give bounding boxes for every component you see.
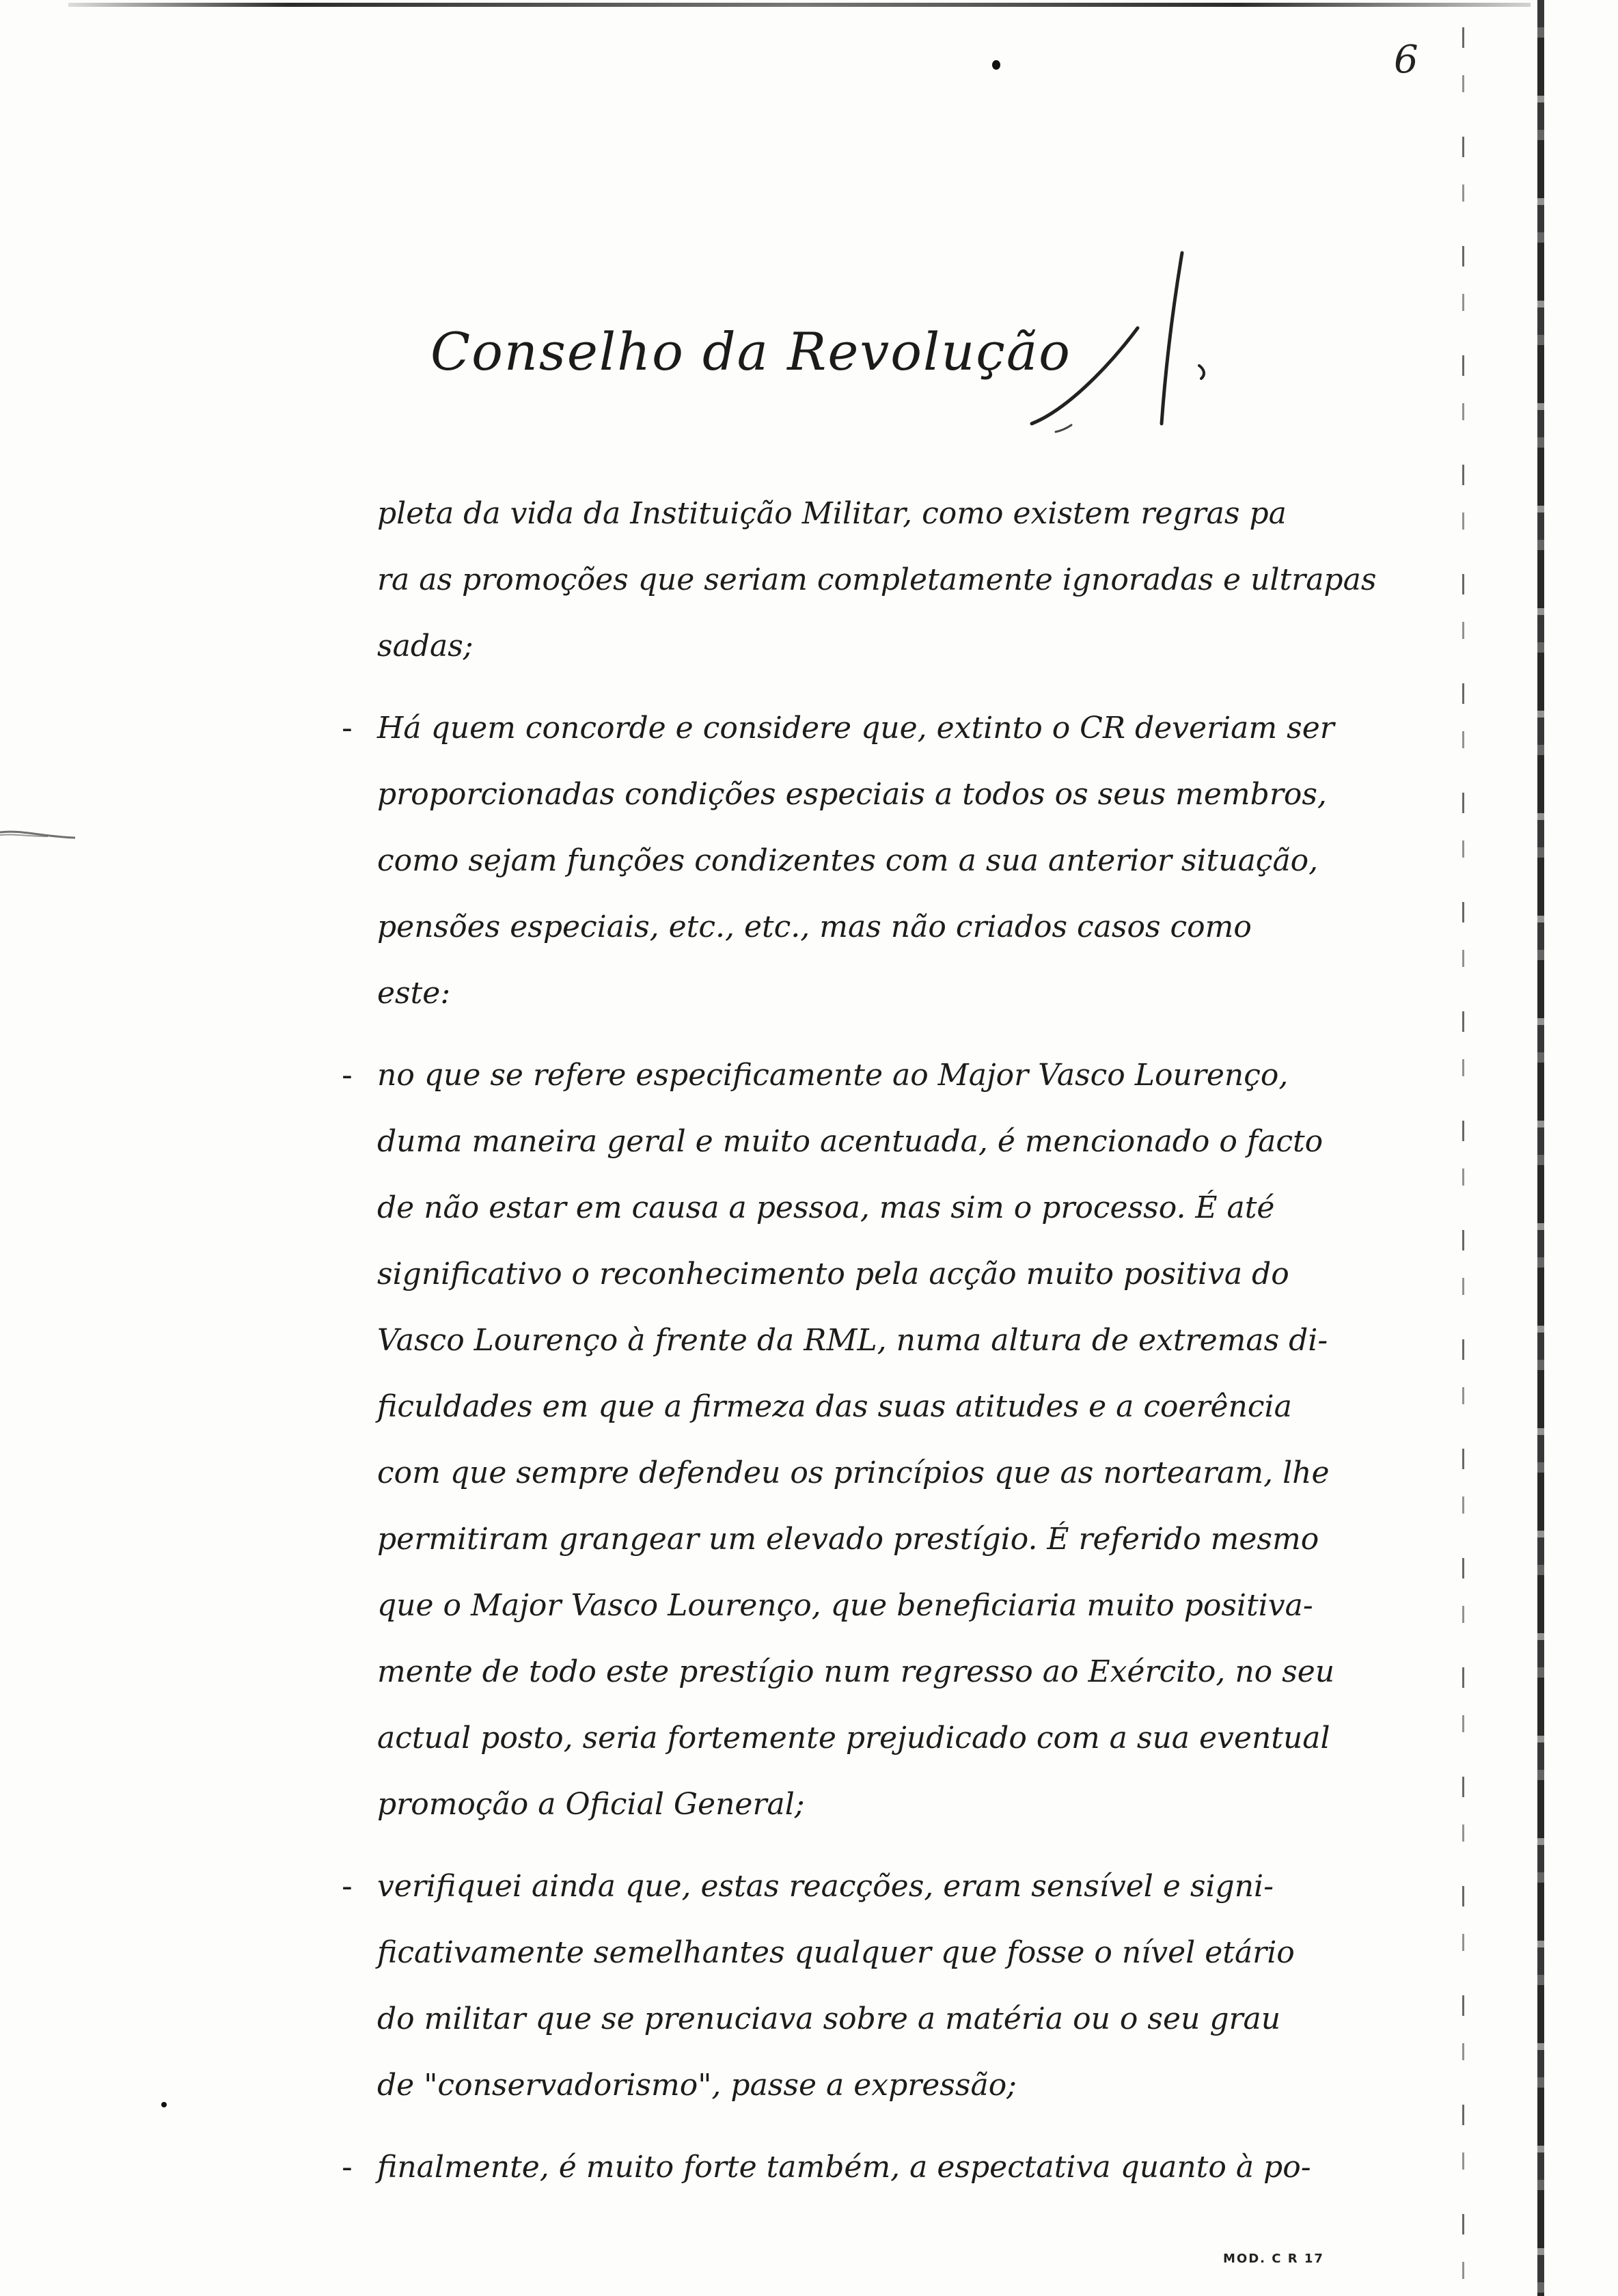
scan-right-fold-line xyxy=(1462,27,1464,2282)
text-line: actual posto, seria fortemente prejudicado com a sua eventual xyxy=(377,1721,1330,1755)
text-line: mente de todo este prestígio num regresso ao Exército, no seu xyxy=(377,1654,1335,1689)
text-line: pleta da vida da Instituição Militar, como existem regras pa xyxy=(377,496,1287,531)
bullet-dash: - xyxy=(342,711,353,746)
text-line: no que se refere especificamente ao Major Vasco Lourenço, xyxy=(377,1058,1289,1093)
text-line: que o Major Vasco Lourenço, que beneficiaria muito positiva- xyxy=(377,1588,1313,1623)
bullet-dash: - xyxy=(342,1058,353,1093)
text-line: verifiquei ainda que, estas reacções, eram sensível e signi- xyxy=(377,1869,1274,1904)
text-line: ficativamente semelhantes qualquer que fosse o nível etário xyxy=(377,1935,1295,1970)
text-line: de "conservadorismo", passe a expressão; xyxy=(377,2068,1017,2103)
scan-left-smudge xyxy=(0,827,75,842)
text-line: sadas; xyxy=(377,629,474,664)
text-line: este: xyxy=(377,976,451,1011)
scan-speck xyxy=(161,2102,167,2107)
text-line: permitiram grangear um elevado prestígio. É referido mesmo xyxy=(377,1522,1319,1557)
text-line: significativo o reconhecimento pela acção muito positiva do xyxy=(377,1257,1289,1292)
text-line: com que sempre defendeu os princípios que as nortearam, lhe xyxy=(377,1456,1330,1490)
scan-speck xyxy=(992,60,1000,70)
bullet-dash: - xyxy=(342,1869,353,1904)
scan-right-edge xyxy=(1537,0,1544,2296)
text-line: proporcionadas condições especiais a todos os seus membros, xyxy=(377,777,1327,812)
text-line: duma maneira geral e muito acentuada, é mencionado o facto xyxy=(377,1124,1324,1159)
text-line: ra as promoções que seriam completamente ignoradas e ultrapas xyxy=(377,562,1377,597)
letterhead-title: Conselho da Revolução xyxy=(430,321,1071,382)
bullet-dash: - xyxy=(342,2150,353,2185)
form-code: MOD. C R 17 xyxy=(1223,2252,1324,2266)
text-line: Há quem concorde e considere que, extinto o CR deveriam ser xyxy=(377,711,1334,746)
text-line: pensões especiais, etc., etc., mas não criados casos como xyxy=(377,910,1252,944)
page-number: 6 xyxy=(1394,38,1418,82)
text-line: do militar que se prenuciava sobre a matéria ou o seu grau xyxy=(377,2001,1281,2036)
text-line: finalmente, é muito forte também, a espectativa quanto à po- xyxy=(377,2150,1311,2185)
text-line: ficuldades em que a firmeza das suas atitudes e a coerência xyxy=(377,1389,1292,1424)
scan-top-edge xyxy=(68,3,1531,7)
text-line: promoção a Oficial General; xyxy=(377,1787,805,1822)
text-line: de não estar em causa a pessoa, mas sim o processo. É até xyxy=(377,1190,1275,1225)
text-line: Vasco Lourenço à frente da RML, numa altura de extremas di- xyxy=(377,1323,1328,1358)
text-line: como sejam funções condizentes com a sua anterior situação, xyxy=(377,843,1319,878)
